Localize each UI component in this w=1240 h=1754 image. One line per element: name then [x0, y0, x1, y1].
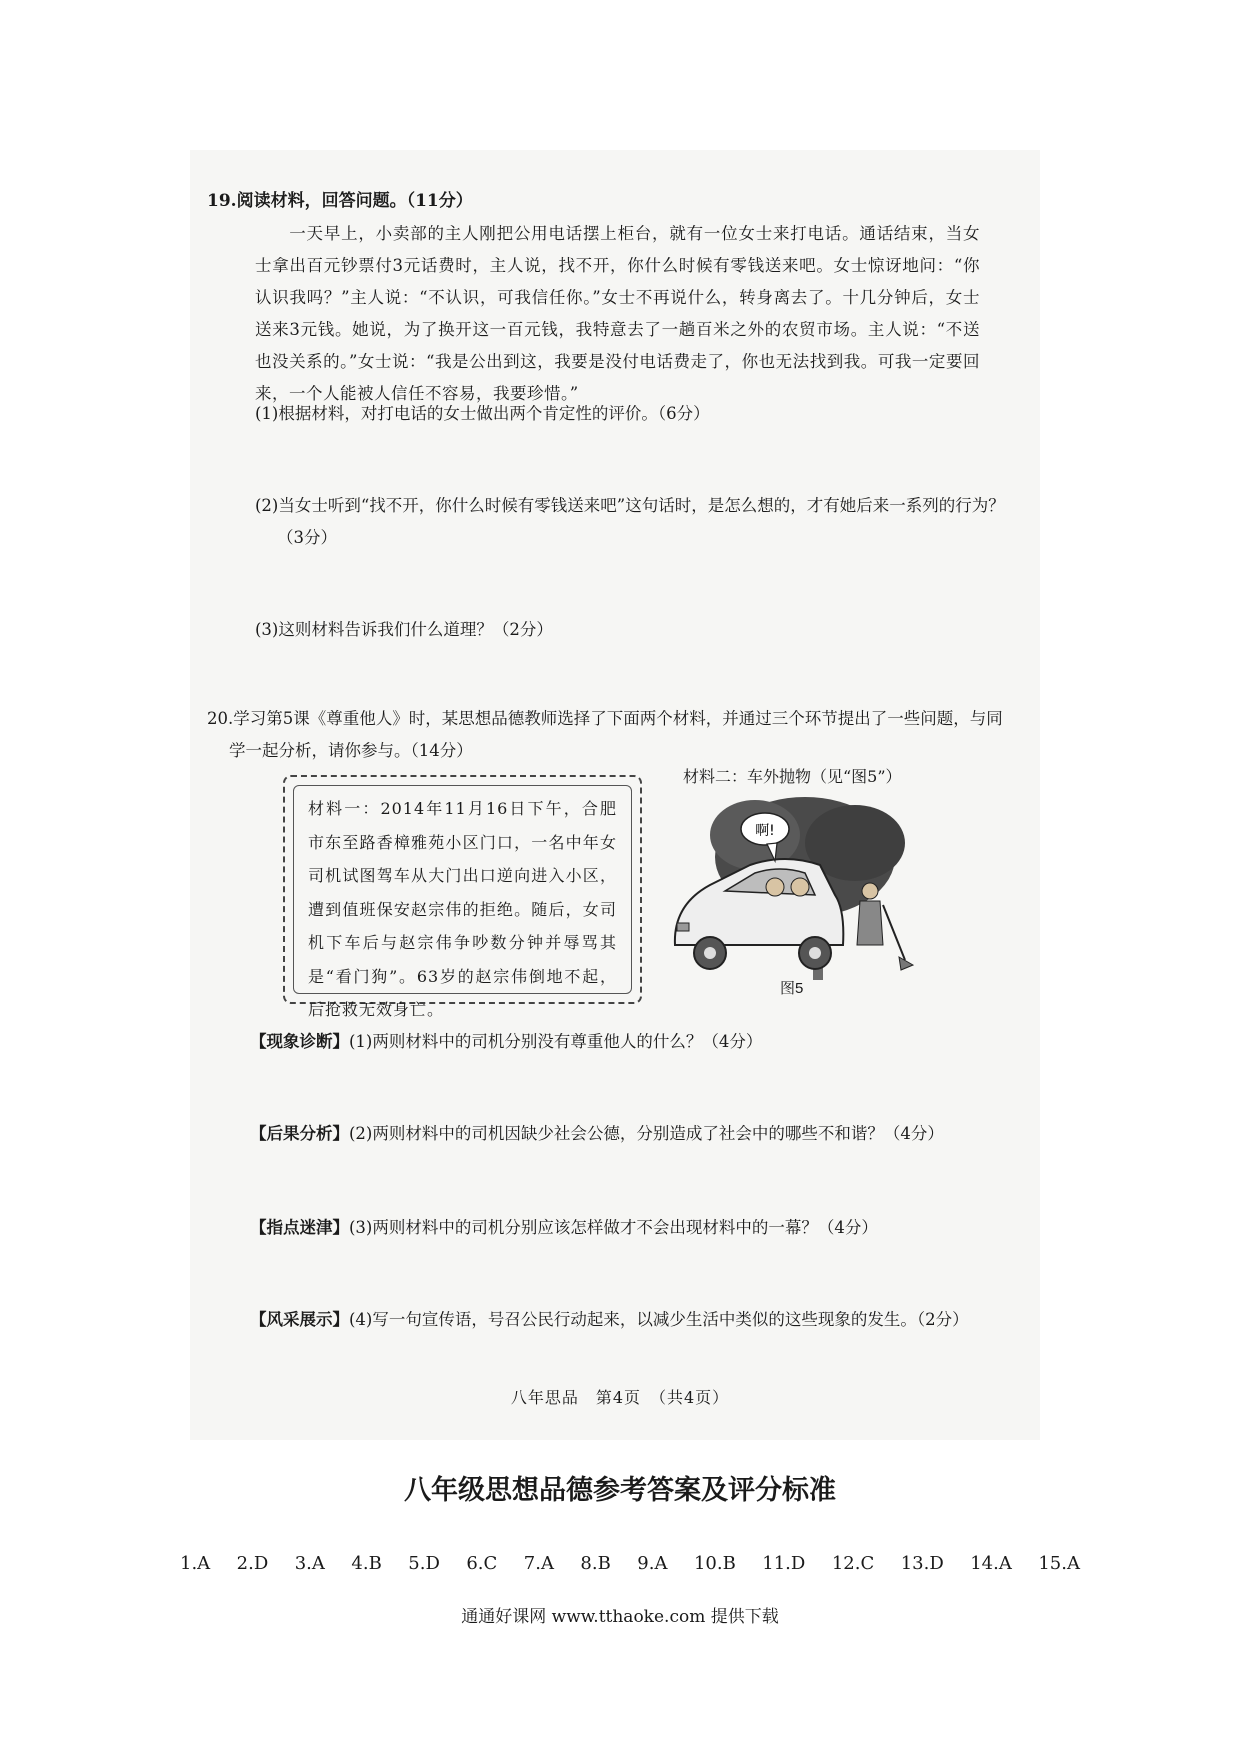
material1-box	[283, 775, 642, 1019]
q20-item-2-tag: 【后果分析】	[250, 1124, 349, 1143]
material1-text: 材料一：2014年11月16日下午，合肥市东至路香樟雅苑小区门口，一名中年女司机试图驾车从大门出口逆向进入小区，遭到值班保安赵宗伟的拒绝。随后，女司机下车后与赵宗伟争吵数分钟并辱骂其是“看门狗”。63岁的赵宗伟倒地不起，后抢救无效身亡。	[293, 785, 632, 994]
q20-item-2-text: (2)两则材料中的司机因缺少社会公德，分别造成了社会中的哪些不和谐？（4分）	[349, 1124, 944, 1143]
page-footer: 八年思品 第4页 （共4页）	[510, 1388, 730, 1407]
q20-item-3-tag: 【指点迷津】	[250, 1218, 349, 1237]
figure-caption: 图5	[780, 980, 804, 997]
answer-7: 7.A	[523, 1553, 554, 1574]
q19-header: 19.阅读材料，回答问题。（11分）	[207, 191, 473, 211]
answer-3: 3.A	[294, 1553, 325, 1574]
q20-item-3-text: (3)两则材料中的司机分别应该怎样做才不会出现材料中的一幕？（4分）	[349, 1218, 878, 1237]
answer-6: 6.C	[466, 1553, 498, 1574]
street-sweeper-illustration	[857, 883, 913, 970]
q20-item-1	[250, 1026, 995, 1058]
q20-item-4-tag: 【风采展示】	[250, 1310, 349, 1329]
answer-2: 2.D	[236, 1553, 269, 1574]
answer-title: 八年级思想品德参考答案及评分标准	[404, 1475, 836, 1506]
q20-item-1-text: (1)两则材料中的司机分别没有尊重他人的什么？（4分）	[349, 1032, 763, 1051]
q19-sub2: (2)当女士听到“找不开，你什么时候有零钱送来吧”这句话时，是怎么想的，才有她后来一系列的行为？（3分）	[255, 496, 1005, 547]
q19-material	[255, 218, 980, 410]
answer-4: 4.B	[351, 1553, 382, 1574]
answer-13: 13.D	[900, 1553, 944, 1574]
speech-text: 啊!	[755, 823, 775, 839]
answer-14: 14.A	[970, 1553, 1012, 1574]
answer-list	[180, 1553, 1080, 1574]
download-note: 通通好课网 www.tthaoke.com 提供下载	[461, 1607, 779, 1627]
figure-car-littering	[655, 795, 955, 990]
q19-sub3: (3)这则材料告诉我们什么道理？（2分）	[255, 620, 553, 639]
answer-15: 15.A	[1038, 1553, 1080, 1574]
answer-10: 10.B	[693, 1553, 736, 1574]
answer-12: 12.C	[831, 1553, 875, 1574]
q19-sub1: (1)根据材料，对打电话的女士做出两个肯定性的评价。（6分）	[255, 404, 710, 423]
answer-9: 9.A	[637, 1553, 668, 1574]
q19-material-text: 一天早上，小卖部的主人刚把公用电话摆上柜台，就有一位女士来打电话。通话结束，当女士拿出百元钞票付3元话费时，主人说，找不开，你什么时候有零钱送来吧。女士惊讶地问：“你认识我吗？”主人说：“不认识，可我信任你。”女士不再说什么，转身离去了。十几分钟后，女士送来3元钱。她说，为了换开这一百元钱，我特意去了一趟百米之外的农贸市场。主人说：“不送也没关系的。”女士说：“我是公出到这，我要是没付电话费走了，你也无法找到我。可我一定要回来，一个人能被人信任不容易，我要珍惜。”	[255, 224, 980, 403]
q20-item-3	[250, 1212, 995, 1244]
q20-header: 20.学习第5课《尊重他人》时，某思想品德教师选择了下面两个材料，并通过三个环节提出了一些问题，与同学一起分析，请你参与。（14分）	[207, 709, 1003, 760]
q20-item-2	[250, 1118, 995, 1150]
q20-item-4-text: (4)写一句宣传语，号召公民行动起来，以减少生活中类似的这些现象的发生。（2分）	[349, 1310, 969, 1329]
answer-11: 11.D	[762, 1553, 806, 1574]
answer-1: 1.A	[180, 1553, 211, 1574]
answer-5: 5.D	[408, 1553, 440, 1574]
q20-item-4	[250, 1304, 1065, 1336]
answer-8: 8.B	[580, 1553, 611, 1574]
material2-title: 材料二：车外抛物（见“图5”）	[683, 767, 902, 786]
car-illustration	[675, 859, 843, 969]
q20-item-1-tag: 【现象诊断】	[250, 1032, 349, 1051]
